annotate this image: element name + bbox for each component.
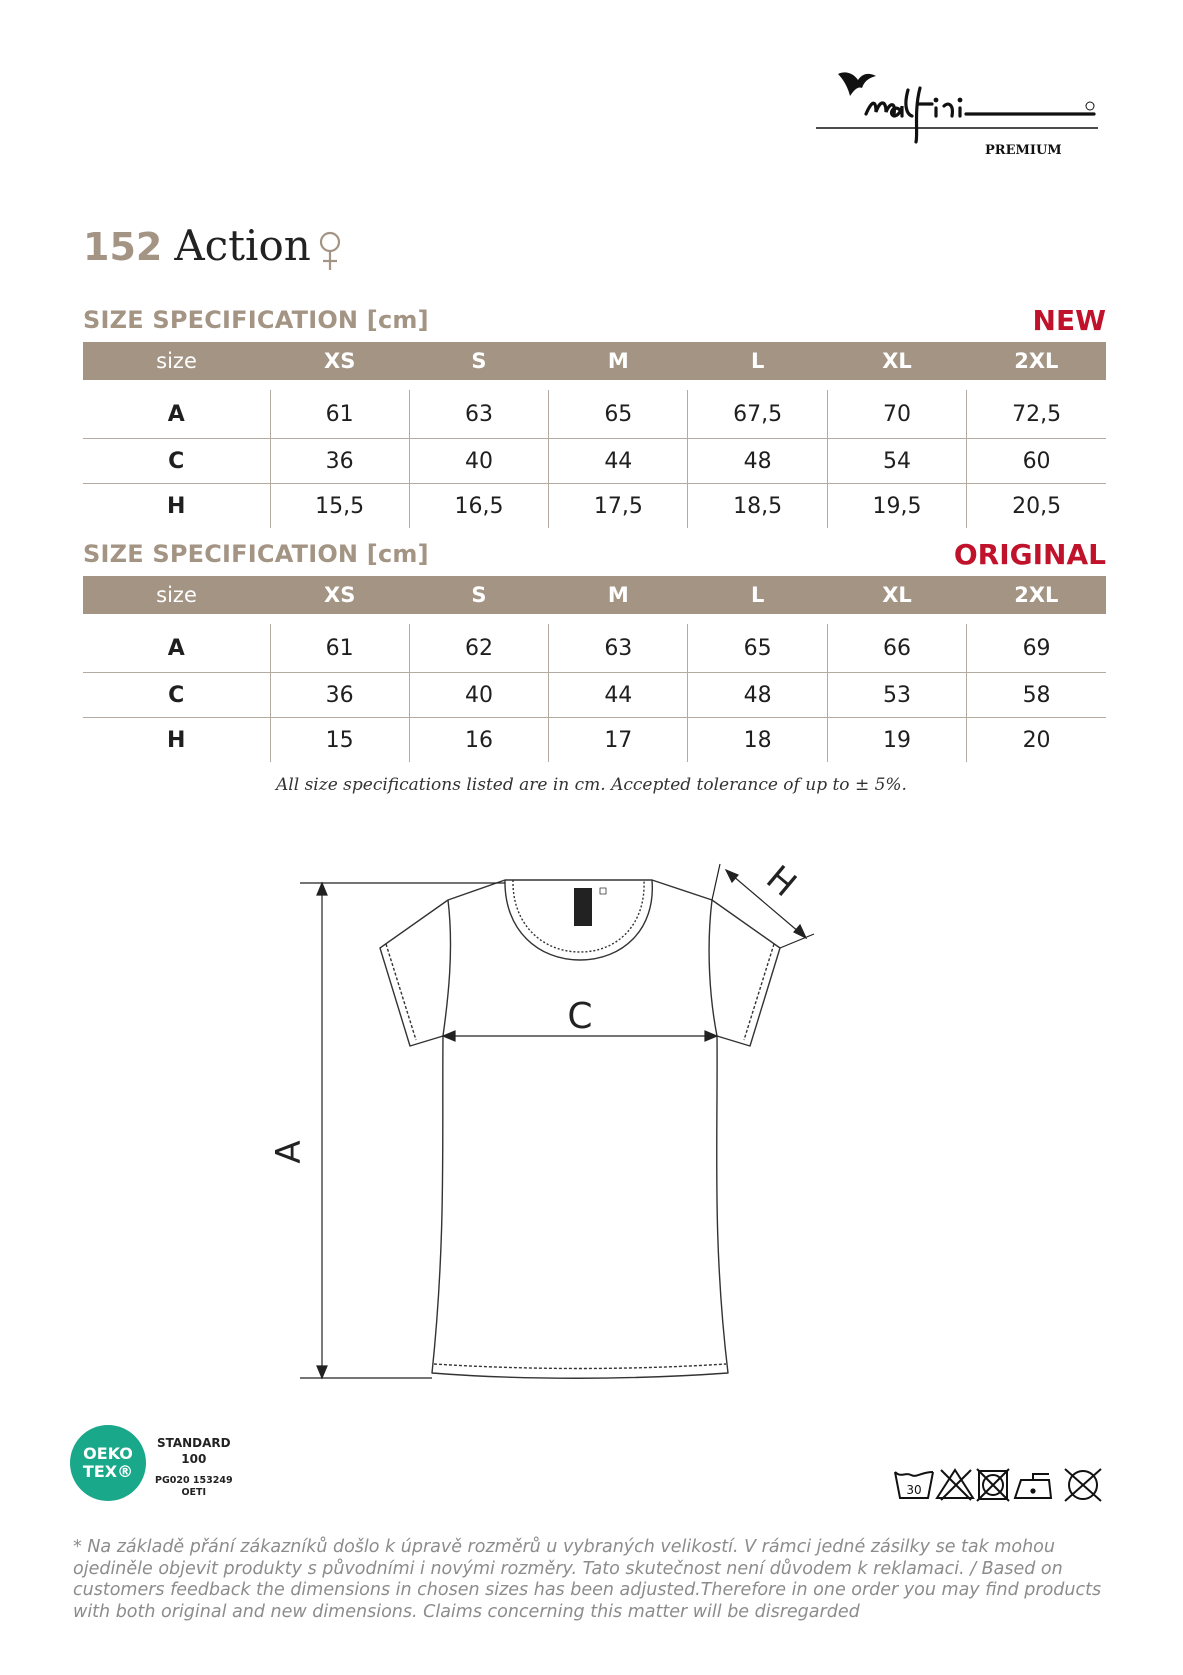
row-label: C (83, 439, 270, 484)
wash-temp-label: 30 (906, 1483, 922, 1497)
table-cell: 48 (688, 673, 827, 718)
table-cell: 70 (827, 390, 966, 439)
footer-note: * Na základě přání zákazníků došlo k úpravě rozměrů u vybraných velikostí. V rámci jedné zásilky se tak mohou ojediněle objevit produkty s původními i novými rozměry. Tato skutečnost není důvodem k reklamaci. / Based on customers feedback the dimensions in chosen sizes has been adjusted.Therefore in one order you may find products with both original and new dimensions. Claims concerning this matter will be disregarded (73, 1537, 1102, 1622)
table-cell: 40 (409, 673, 548, 718)
standard-label: STANDARD (156, 1436, 231, 1450)
measure-label-a: A (269, 1140, 309, 1164)
table-cell: 15 (270, 718, 409, 763)
table-cell: 62 (409, 624, 548, 673)
spec-title: SIZE SPECIFICATION [cm] (83, 306, 429, 334)
column-header-xs: XS (270, 576, 409, 614)
table-cell: 16,5 (409, 484, 548, 529)
table-row-h (83, 718, 1106, 763)
tex-label: TEX® (82, 1462, 134, 1481)
column-header-size: size (83, 576, 270, 614)
table-cell: 19 (827, 718, 966, 763)
table-row-h (83, 484, 1106, 529)
table-cell: 36 (270, 673, 409, 718)
table-cell: 67,5 (688, 390, 827, 439)
spec-badge-new: NEW (1032, 304, 1106, 337)
measure-label-c: C (567, 996, 593, 1037)
column-header-xl: XL (827, 342, 966, 380)
column-header-2xl: 2XL (967, 342, 1106, 380)
table-cell: 72,5 (967, 390, 1106, 439)
table-row-a (83, 390, 1106, 439)
tolerance-note: All size specifications listed are in cm. Accepted tolerance of up to ± 5%. (276, 775, 907, 795)
table-cell: 53 (827, 673, 966, 718)
brand-logo (836, 70, 1106, 170)
table-cell: 15,5 (270, 484, 409, 529)
table-cell: 17 (549, 718, 688, 763)
table-cell: 54 (827, 439, 966, 484)
column-header-size: size (83, 342, 270, 380)
table-header-row (83, 576, 1106, 614)
column-header-xs: XS (270, 342, 409, 380)
oeko-label: OEKO (83, 1444, 133, 1463)
certificate-code: PG020 153249 (155, 1475, 233, 1486)
table-cell: 18,5 (688, 484, 827, 529)
table-cell: 18 (688, 718, 827, 763)
iron-low-icon (1015, 1474, 1051, 1498)
no-dry-clean-icon (1065, 1469, 1101, 1501)
table-cell: 63 (409, 390, 548, 439)
wash-30-icon (895, 1472, 933, 1498)
table-cell: 65 (549, 390, 688, 439)
column-header-l: L (688, 576, 827, 614)
spec-header (83, 306, 1106, 342)
table-cell: 20 (967, 718, 1106, 763)
standard-number: 100 (181, 1452, 207, 1466)
spec-badge-original: ORIGINAL (953, 538, 1106, 571)
tshirt-measurement-diagram (269, 840, 850, 1380)
column-header-l: L (688, 342, 827, 380)
table-cell: 19,5 (827, 484, 966, 529)
spec-header (83, 540, 1106, 576)
column-header-xl: XL (827, 576, 966, 614)
row-label: C (83, 673, 270, 718)
column-header-s: S (409, 576, 548, 614)
row-label: A (83, 624, 270, 673)
oeko-tex-standard (155, 1435, 233, 1499)
column-header-s: S (409, 342, 548, 380)
row-label: A (83, 390, 270, 439)
product-name: Action (174, 221, 311, 270)
column-header-m: M (549, 576, 688, 614)
table-cell: 17,5 (549, 484, 688, 529)
column-header-2xl: 2XL (967, 576, 1106, 614)
row-label: H (167, 727, 186, 753)
table-cell: 65 (688, 624, 827, 673)
oeko-tex-badge (70, 1425, 250, 1505)
table-cell: 44 (549, 673, 688, 718)
brand-sub-label: PREMIUM (985, 143, 1062, 158)
female-icon (317, 230, 343, 274)
malfini-logo-graphic (836, 70, 1106, 170)
certificate-institute: OETI (181, 1487, 207, 1498)
table-header-row (83, 342, 1106, 380)
care-symbols (893, 1466, 1105, 1502)
product-number: 152 (83, 225, 163, 269)
table-cell: 66 (827, 624, 966, 673)
size-spec-new (83, 306, 1106, 528)
page-title (83, 216, 343, 276)
measure-label-h: H (758, 858, 804, 906)
column-header-m: M (549, 342, 688, 380)
table-cell: 58 (967, 673, 1106, 718)
table-row-c (83, 439, 1106, 484)
row-label: H (167, 493, 186, 519)
table-cell: 69 (967, 624, 1106, 673)
table-cell: 48 (688, 439, 827, 484)
table-cell: 16 (409, 718, 548, 763)
size-spec-original (83, 540, 1106, 762)
no-tumble-dry-icon (977, 1469, 1009, 1501)
table-cell: 40 (409, 439, 548, 484)
table-cell: 63 (549, 624, 688, 673)
oeko-tex-circle (70, 1425, 146, 1501)
size-table-new (83, 342, 1106, 528)
table-cell: 61 (270, 624, 409, 673)
table-row-c (83, 673, 1106, 718)
no-bleach-icon (937, 1470, 973, 1500)
table-cell: 60 (967, 439, 1106, 484)
table-cell: 44 (549, 439, 688, 484)
table-row-a (83, 624, 1106, 673)
size-table-original (83, 576, 1106, 762)
table-cell: 20,5 (967, 484, 1106, 529)
spec-title: SIZE SPECIFICATION [cm] (83, 540, 429, 568)
table-cell: 61 (270, 390, 409, 439)
table-cell: 36 (270, 439, 409, 484)
